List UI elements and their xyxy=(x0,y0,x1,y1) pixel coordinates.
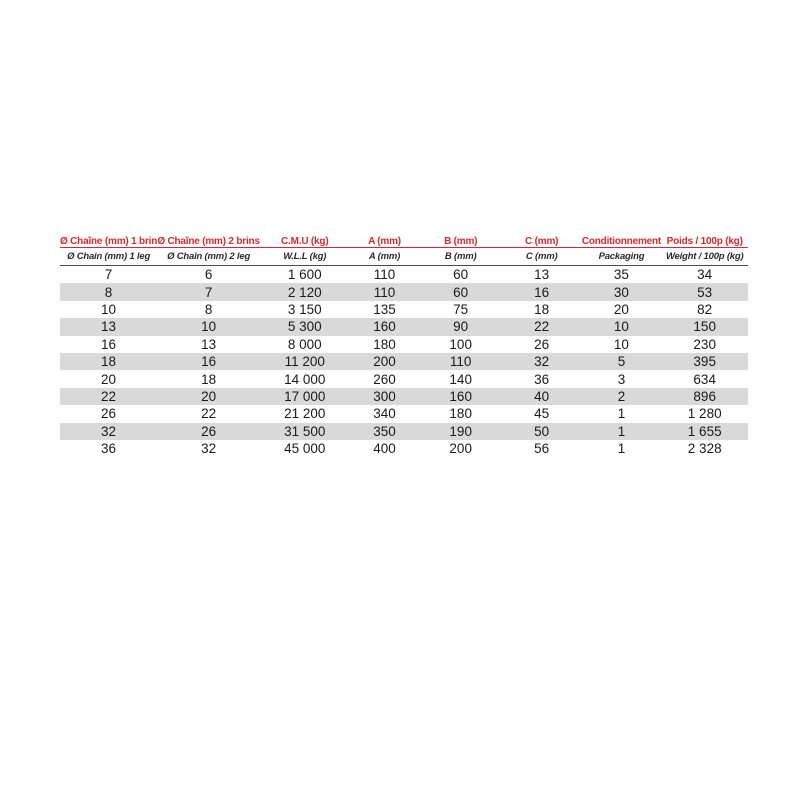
header-c-fr: C (mm) xyxy=(502,230,582,248)
cell-packaging: 2 xyxy=(582,388,662,405)
cell-a: 300 xyxy=(349,388,419,405)
cell-packaging: 3 xyxy=(617,371,626,387)
cell-a: 135 xyxy=(373,301,396,317)
cell-b: 200 xyxy=(449,441,472,457)
cell-packaging: 20 xyxy=(613,301,629,317)
header-packaging-en: Packaging xyxy=(582,248,662,266)
cell-wll: 1 600 xyxy=(287,267,322,283)
cell-packaging: 5 xyxy=(582,353,662,370)
header-chain-1-leg-fr: Ø Chaîne (mm) 1 brin xyxy=(60,230,157,248)
cell-a: 200 xyxy=(349,353,419,370)
cell-wll: 45 000 xyxy=(284,441,326,457)
cell-c: 50 xyxy=(502,423,582,440)
header-b-fr: B (mm) xyxy=(420,230,502,248)
cell-chain-1-leg: 32 xyxy=(60,423,157,440)
cell-wll: 31 500 xyxy=(260,423,349,440)
cell-b: 190 xyxy=(420,423,502,440)
specification-table xyxy=(60,230,748,457)
table-row xyxy=(60,370,748,387)
cell-chain-2-leg: 18 xyxy=(201,371,217,387)
table-row xyxy=(60,283,748,300)
cell-a: 340 xyxy=(373,406,396,422)
cell-c: 36 xyxy=(534,371,550,387)
cell-wll: 2 120 xyxy=(260,283,349,300)
table-row xyxy=(60,336,748,353)
cell-chain-2-leg: 32 xyxy=(201,441,217,457)
cell-chain-2-leg: 13 xyxy=(201,336,217,352)
cell-wll: 8 000 xyxy=(287,336,322,352)
cell-b: 140 xyxy=(449,371,472,387)
header-wll-fr: C.M.U (kg) xyxy=(260,230,349,248)
cell-chain-2-leg: 7 xyxy=(157,283,260,300)
cell-weight: 82 xyxy=(697,301,713,317)
cell-chain-1-leg: 36 xyxy=(101,441,117,457)
cell-packaging: 35 xyxy=(613,267,629,283)
header-weight-fr: Poids / 100p (kg) xyxy=(661,230,748,248)
header-c-en: C (mm) xyxy=(502,248,582,266)
cell-wll: 5 300 xyxy=(260,318,349,335)
table-body xyxy=(60,266,748,458)
cell-wll: 3 150 xyxy=(287,301,322,317)
cell-chain-1-leg: 20 xyxy=(101,371,117,387)
cell-packaging: 30 xyxy=(582,283,662,300)
header-b-en: B (mm) xyxy=(420,248,502,266)
cell-b: 100 xyxy=(449,336,472,352)
cell-chain-1-leg: 16 xyxy=(101,336,117,352)
cell-chain-1-leg: 26 xyxy=(101,406,117,422)
cell-c: 16 xyxy=(502,283,582,300)
table-row xyxy=(60,440,748,457)
header-chain-2-leg-fr: Ø Chaîne (mm) 2 brins xyxy=(157,230,260,248)
cell-c: 40 xyxy=(502,388,582,405)
cell-chain-2-leg: 20 xyxy=(157,388,260,405)
header-wll-en: W.L.L (kg) xyxy=(260,248,349,266)
cell-chain-1-leg: 10 xyxy=(101,301,117,317)
cell-a: 160 xyxy=(349,318,419,335)
cell-weight: 34 xyxy=(697,267,713,283)
cell-wll: 14 000 xyxy=(284,371,326,387)
cell-c: 26 xyxy=(534,336,550,352)
table-row xyxy=(60,423,748,440)
cell-chain-2-leg: 6 xyxy=(204,267,213,283)
cell-b: 180 xyxy=(449,406,472,422)
cell-weight: 53 xyxy=(661,283,748,300)
cell-a: 400 xyxy=(373,441,396,457)
cell-c: 32 xyxy=(502,353,582,370)
cell-weight: 230 xyxy=(693,336,716,352)
cell-packaging: 10 xyxy=(613,336,629,352)
cell-weight: 1 280 xyxy=(687,406,722,422)
cell-chain-1-leg: 22 xyxy=(60,388,157,405)
cell-b: 60 xyxy=(453,267,469,283)
table-row xyxy=(60,405,748,422)
cell-b: 75 xyxy=(453,301,469,317)
cell-wll: 11 200 xyxy=(260,353,349,370)
cell-weight: 896 xyxy=(661,388,748,405)
cell-weight: 634 xyxy=(693,371,716,387)
cell-a: 180 xyxy=(373,336,396,352)
cell-packaging: 1 xyxy=(617,406,626,422)
table-row xyxy=(60,266,748,284)
cell-chain-2-leg: 22 xyxy=(201,406,217,422)
cell-weight: 150 xyxy=(661,318,748,335)
cell-chain-2-leg: 8 xyxy=(204,301,213,317)
cell-a: 110 xyxy=(349,283,419,300)
cell-packaging: 1 xyxy=(617,441,626,457)
cell-chain-1-leg: 18 xyxy=(60,353,157,370)
header-a-en: A (mm) xyxy=(349,248,419,266)
table-row xyxy=(60,388,748,405)
table-row xyxy=(60,318,748,335)
cell-c: 56 xyxy=(534,441,550,457)
cell-weight: 2 328 xyxy=(687,441,722,457)
header-packaging-fr: Conditionnement xyxy=(582,230,662,248)
cell-b: 160 xyxy=(420,388,502,405)
cell-a: 260 xyxy=(373,371,396,387)
cell-packaging: 1 xyxy=(582,423,662,440)
cell-c: 18 xyxy=(534,301,550,317)
cell-b: 90 xyxy=(420,318,502,335)
header-chain-2-leg-en: Ø Chain (mm) 2 leg xyxy=(157,248,260,266)
cell-a: 350 xyxy=(349,423,419,440)
cell-weight: 1 655 xyxy=(661,423,748,440)
cell-c: 45 xyxy=(534,406,550,422)
cell-b: 60 xyxy=(420,283,502,300)
cell-wll: 21 200 xyxy=(284,406,326,422)
cell-chain-2-leg: 10 xyxy=(157,318,260,335)
header-a-fr: A (mm) xyxy=(349,230,419,248)
cell-wll: 17 000 xyxy=(260,388,349,405)
cell-packaging: 10 xyxy=(582,318,662,335)
cell-chain-1-leg: 13 xyxy=(60,318,157,335)
cell-chain-1-leg: 7 xyxy=(104,267,113,283)
cell-chain-1-leg: 8 xyxy=(60,283,157,300)
header-weight-en: Weight / 100p (kg) xyxy=(661,248,748,266)
cell-b: 110 xyxy=(420,353,502,370)
header-chain-1-leg-en: Ø Chain (mm) 1 leg xyxy=(60,248,157,266)
cell-weight: 395 xyxy=(661,353,748,370)
cell-a: 110 xyxy=(373,267,396,283)
cell-c: 22 xyxy=(502,318,582,335)
table-row xyxy=(60,301,748,318)
header-row-french xyxy=(60,230,748,248)
cell-chain-2-leg: 16 xyxy=(157,353,260,370)
header-row-english xyxy=(60,248,748,266)
table-row xyxy=(60,353,748,370)
cell-chain-2-leg: 26 xyxy=(157,423,260,440)
cell-c: 13 xyxy=(534,267,550,283)
